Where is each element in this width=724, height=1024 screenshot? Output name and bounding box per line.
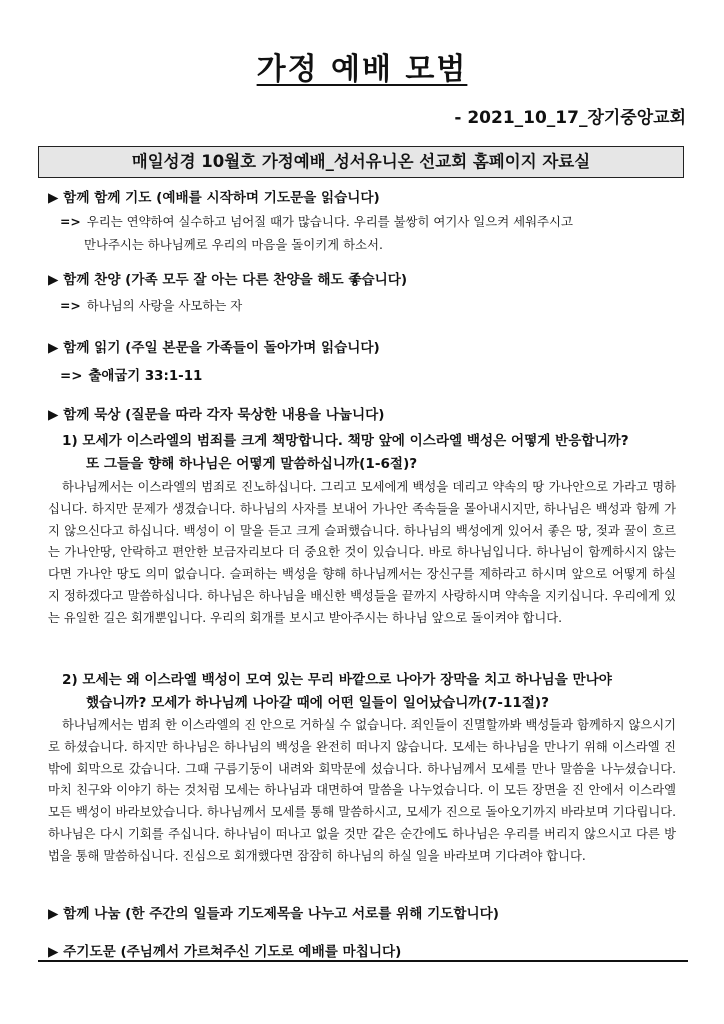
arrow-icon: => [60, 298, 81, 313]
arrow-icon: => [60, 214, 81, 229]
prayer-line-2: 만나주시는 하나님께로 우리의 마음을 돌이키게 하소서. [84, 237, 383, 252]
prayer-line-1: => 우리는 연약하여 실수하고 넘어질 때가 많습니다. 우리를 불쌍히 여기사 일으켜 세워주시고 [60, 214, 573, 229]
praise-line-1: => 하나님의 사랑을 사모하는 자 [60, 298, 243, 313]
section-prayer-heading: ▶ 함께 함께 기도 (예배를 시작하며 기도문을 읽습니다) [48, 190, 380, 206]
bottom-divider [38, 960, 688, 962]
question-2-line-2: 했습니까? 모세가 하나님께 나아갈 때에 어떤 일들이 일어났습니까(7-11절)? [86, 695, 550, 711]
question-1-line-1: 1) 모세가 이스라엘의 범죄를 크게 책망합니다. 책망 앞에 이스라엘 백성은 어떻게 반응합니까? [62, 433, 629, 449]
section-praise-heading: ▶ 함께 찬양 (가족 모두 잘 아는 다른 찬양을 해도 좋습니다) [48, 272, 408, 288]
source-banner: 매일성경 10월호 가정예배_성서유니온 선교회 홈페이지 자료실 [38, 146, 684, 178]
section-lords-prayer-heading: ▶ 주기도문 (주님께서 가르쳐주신 기도로 예배를 마칩니다) [48, 944, 402, 960]
page-title: 가정 예배 모범 [256, 52, 468, 87]
dateline: - 2021_10_17_장기중앙교회 [454, 108, 686, 128]
arrow-icon: => [60, 369, 83, 384]
answer-2-paragraph: 하나님께서는 범죄 한 이스라엘의 진 안으로 거하실 수 없습니다. 죄인들이 진멸할까봐 백성들과 함께하지 않으시기로 하셨습니다. 하지만 하나님은 하나님의 백성을 완전히 떠나지 않습니다. 모세는 하나님을 만나기 위해 이스라엘 진 밖에 회막으로 갔습니다. 그때 구름기둥이 내려와 회막문에 섰습니다. 하나님께서 모세를 만나 말씀을 나누셨습니다. 마치 친구와 이야기 하는 것처럼 모세는 하나님과 대면하여 말씀을 나누었습니다. 이 모든 장면을 진 안에서 이스라엘 모든 백성이 바라보았습니다. 하나님께서 모세를 통해 말씀하시고, 모세가 진으로 돌아오기까지 바라보며 기다립니다. 하나님은 다시 기회를 주십니다. 하나님이 떠나고 없을 것만 같은 순간에도 하나님은 우리를 버리지 않으시고 다른 방법을 통해 말씀하십니다. 진심으로 회개했다면 잠잠히 하나님의 하실 일을 바라보며 기다려야 합니다. [48, 718, 676, 863]
reading-passage: => 출애굽기 33:1-11 [60, 369, 203, 384]
section-sharing-heading: ▶ 함께 나눔 (한 주간의 일들과 기도제목을 나누고 서로를 위해 기도합니다) [48, 906, 500, 922]
section-reading-heading: ▶ 함께 읽기 (주일 본문을 가족들이 돌아가며 읽습니다) [48, 340, 380, 356]
answer-1-paragraph: 하나님께서는 이스라엘의 범죄로 진노하십니다. 그리고 모세에게 백성을 데리고 약속의 땅 가나안으로 가라고 명하십니다. 하지만 문제가 생겼습니다. 하나님의 사자를 보내어 가나안 족속들을 몰아내시지만, 하나님은 백성과 함께 가지 않으신다고 하십니다. 백성이 이 말을 듣고 크게 슬퍼했습니다. 하나님의 백성에게 있어서 좋은 땅, 젖과 꿀이 흐르는 가나안땅, 안락하고 편안한 보금자리보다 더 중요한 것이 있습니다. 바로 하나님입니다. 하나님이 함께하시지 않는다면 가나안 땅도 의미 없습니다. 슬퍼하는 백성을 향해 하나님께서는 장신구를 제하라고 하시며 앞으로 어떻게 하실지 정하겠다고 말씀하십니다. 하나님은 하나님을 배신한 백성들을 끝까지 사랑하시며 약속을 지키십니다. 우리에게 있는 유일한 길은 회개뿐입니다. 우리의 회개를 보시고 받아주시는 하나님 앞으로 돌이켜야 합니다. [48, 480, 676, 625]
question-2-line-1: 2) 모세는 왜 이스라엘 백성이 모여 있는 무리 바깥으로 나아가 장막을 치고 하나님을 만나야 [62, 672, 612, 688]
question-1-line-2: 또 그들을 향해 하나님은 어떻게 말씀하십니까(1-6절)? [86, 456, 418, 472]
section-meditation-heading: ▶ 함께 묵상 (질문을 따라 각자 묵상한 내용을 나눕니다) [48, 407, 385, 423]
